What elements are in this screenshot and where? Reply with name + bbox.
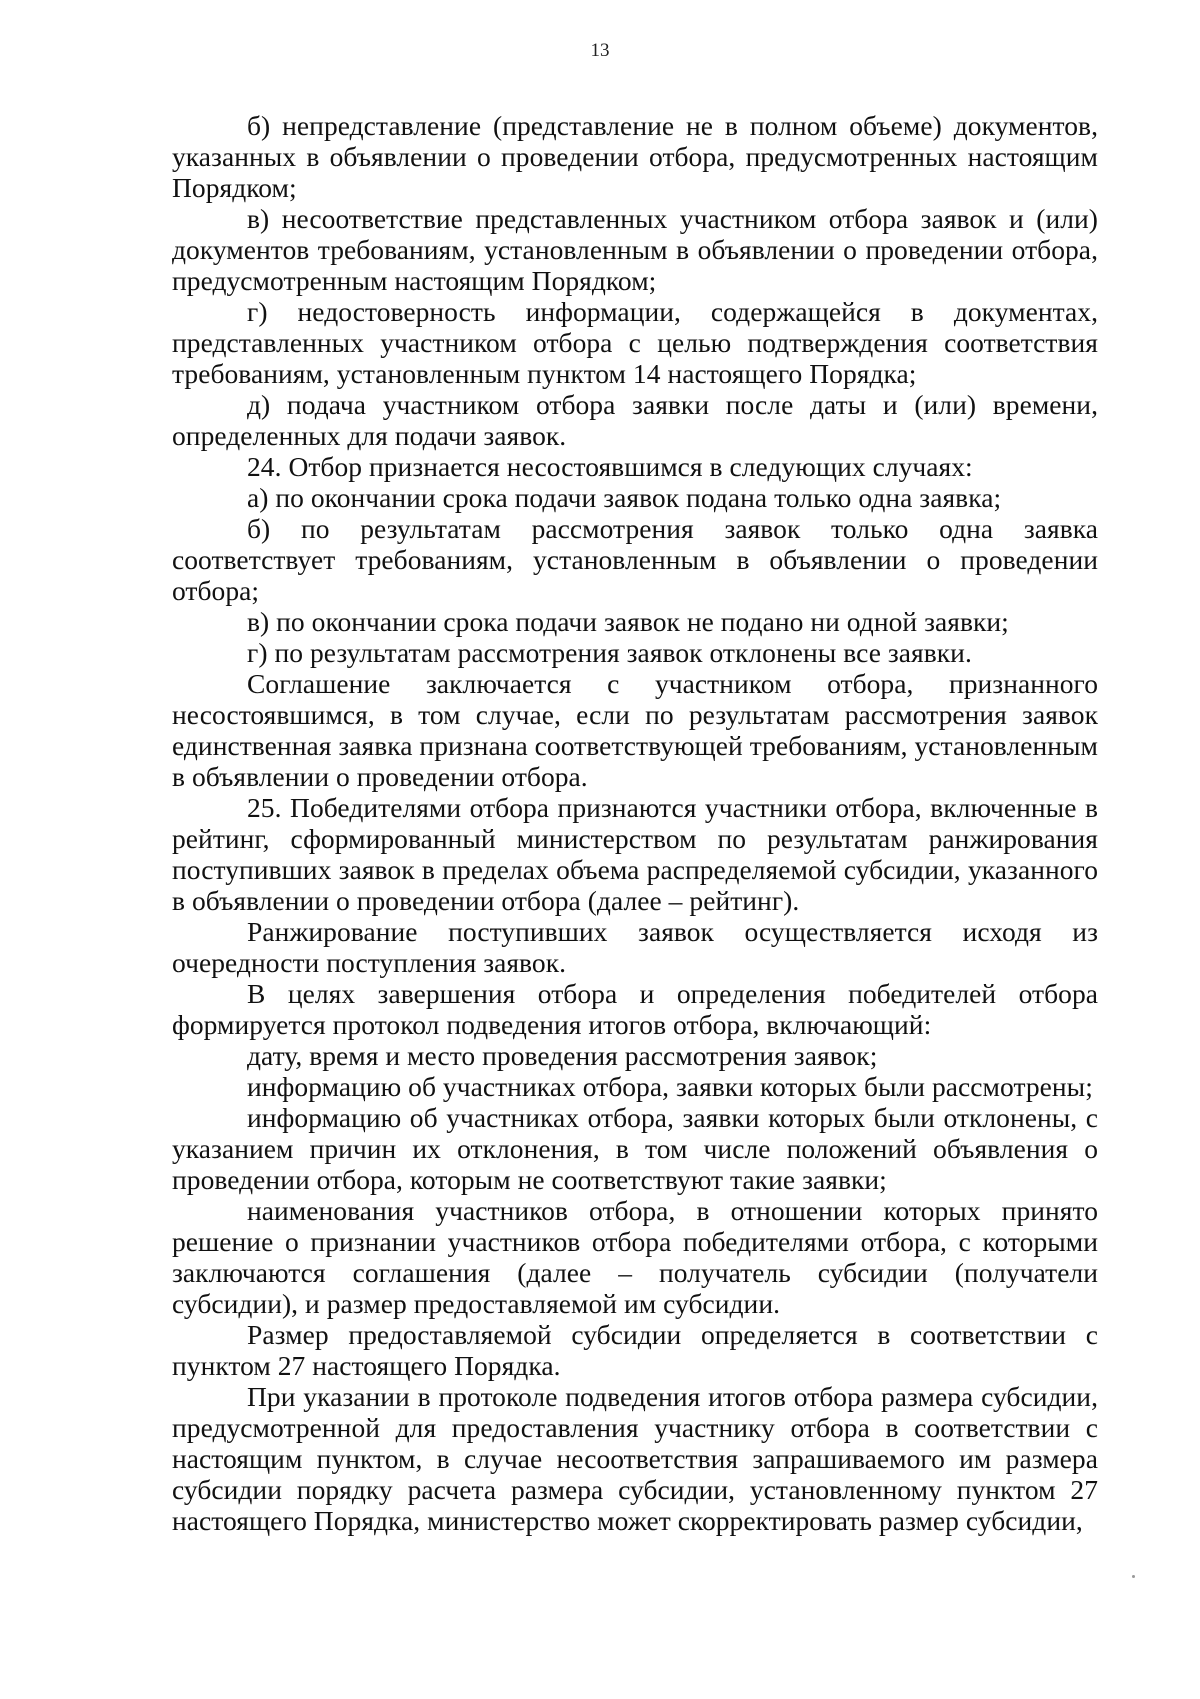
document-body bbox=[172, 110, 1098, 1536]
page-number: 13 bbox=[590, 40, 610, 61]
paragraph-ranking: Ранжирование поступивших заявок осуществляется исходя из очередности поступления заявок. bbox=[172, 916, 1098, 978]
paragraph-item-b-nonsubmission: б) непредставление (представление не в полном объеме) документов, указанных в объявлении о проведении отбора, предусмотренных настоящим Порядком; bbox=[172, 110, 1098, 203]
paragraph-item-v-no-applications: в) по окончании срока подачи заявок не подано ни одной заявки; bbox=[247, 606, 1009, 637]
paragraph-protocol-date: дату, время и место проведения рассмотрения заявок; bbox=[247, 1040, 878, 1071]
paragraph-item-b-single-compliant: б) по результатам рассмотрения заявок только одна заявка соответствует требованиям, установленным в объявлении о проведении отбора; bbox=[172, 513, 1098, 606]
paragraph-subsidy-correction: При указании в протоколе подведения итогов отбора размера субсидии, предусмотренной для предоставления участнику отбора в соответствии с настоящим пунктом, в случае несоответствия запрашиваемого им размера субсидии порядку расчета размера субсидии, установленному пунктом 27 настоящего Порядка, министерство может скорректировать размер субсидии, bbox=[172, 1381, 1098, 1536]
paragraph-protocol-rejected: информацию об участниках отбора, заявки которых были отклонены, с указанием причин их отклонения, в том числе положений объявления о проведении отбора, которым не соответствуют такие заявки; bbox=[172, 1102, 1098, 1195]
scan-artifact-dot bbox=[1132, 1575, 1135, 1578]
paragraph-agreement: Соглашение заключается с участником отбора, признанного несостоявшимся, в том случае, если по результатам рассмотрения заявок единственная заявка признана соответствующей требованиям, установленным в объявлении о проведении отбора. bbox=[172, 668, 1098, 792]
paragraph-clause-24: 24. Отбор признается несостоявшимся в следующих случаях: bbox=[247, 451, 973, 482]
paragraph-item-a-single-application: а) по окончании срока подачи заявок подана только одна заявка; bbox=[247, 482, 1002, 513]
paragraph-protocol-winners: наименования участников отбора, в отношении которых принято решение о признании участников отбора победителями отбора, с которыми заключаются соглашения (далее – получатель субсидии (получатели субсидии), и размер предоставляемой им субсидии. bbox=[172, 1195, 1098, 1319]
paragraph-item-v-noncompliance: в) несоответствие представленных участником отбора заявок и (или) документов требованиям, установленным в объявлении о проведении отбора, предусмотренным настоящим Порядком; bbox=[172, 203, 1098, 296]
paragraph-item-g-unreliable-info: г) недостоверность информации, содержащейся в документах, представленных участником отбора с целью подтверждения соответствия требованиям, установленным пунктом 14 настоящего Порядка; bbox=[172, 296, 1098, 389]
paragraph-clause-25: 25. Победителями отбора признаются участники отбора, включенные в рейтинг, сформированный министерством по результатам ранжирования поступивших заявок в пределах объема распределяемой субсидии, указанного в объявлении о проведении отбора (далее – рейтинг). bbox=[172, 792, 1098, 916]
paragraph-protocol-reviewed: информацию об участниках отбора, заявки которых были рассмотрены; bbox=[247, 1071, 1093, 1102]
paragraph-subsidy-size: Размер предоставляемой субсидии определяется в соответствии с пунктом 27 настоящего Порядка. bbox=[172, 1319, 1098, 1381]
paragraph-item-g-all-rejected: г) по результатам рассмотрения заявок отклонены все заявки. bbox=[247, 637, 972, 668]
paragraph-item-d-late-submission: д) подача участником отбора заявки после даты и (или) времени, определенных для подачи заявок. bbox=[172, 389, 1098, 451]
paragraph-protocol: В целях завершения отбора и определения победителей отбора формируется протокол подведения итогов отбора, включающий: bbox=[172, 978, 1098, 1040]
